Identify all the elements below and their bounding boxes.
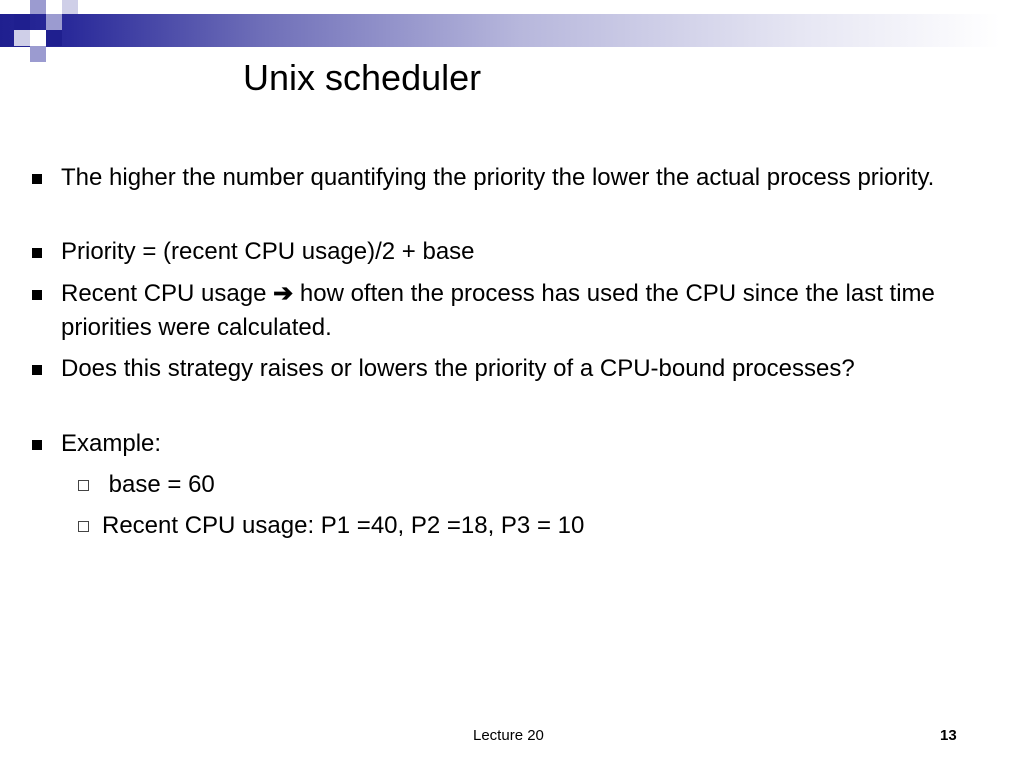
bullet-square-icon — [32, 174, 42, 184]
decor-square — [46, 14, 62, 30]
decor-square — [14, 14, 30, 30]
bullet-text-part: Recent CPU usage — [61, 280, 274, 307]
bullet-item: The higher the number quantifying the priority the lower the actual process priority. — [61, 164, 935, 191]
decor-square — [30, 30, 46, 46]
bullet-item — [61, 277, 961, 345]
bullet-square-icon — [32, 365, 42, 375]
footer-text: Lecture 20 — [473, 727, 544, 744]
decor-square — [30, 0, 46, 14]
sub-bullet-box-icon — [78, 521, 89, 532]
header-gradient-bar — [0, 14, 1024, 47]
bullet-square-icon — [32, 440, 42, 450]
decor-square — [30, 46, 46, 62]
bullet-item: Example: — [61, 430, 162, 457]
bullet-item: Does this strategy raises or lowers the priority of a CPU-bound processes? — [61, 355, 855, 382]
right-arrow-icon: ➔ — [273, 280, 294, 307]
bullet-item: Priority = (recent CPU usage)/2 + base — [61, 238, 475, 265]
decor-square — [14, 30, 30, 46]
sub-bullet-item: base = 60 — [102, 471, 215, 498]
sub-bullet-box-icon — [78, 480, 89, 491]
decor-square — [46, 30, 62, 46]
bullet-text-part: how often the process has used the CPU since the last time priorities were calculated. — [61, 280, 935, 341]
bullet-square-icon — [32, 290, 42, 300]
page-number: 13 — [940, 727, 957, 744]
decor-square — [62, 0, 78, 14]
decor-square — [0, 0, 16, 14]
slide-title: Unix scheduler — [243, 57, 482, 98]
bullet-square-icon — [32, 248, 42, 258]
sub-bullet-item: Recent CPU usage: P1 =40, P2 =18, P3 = 10 — [102, 512, 585, 539]
